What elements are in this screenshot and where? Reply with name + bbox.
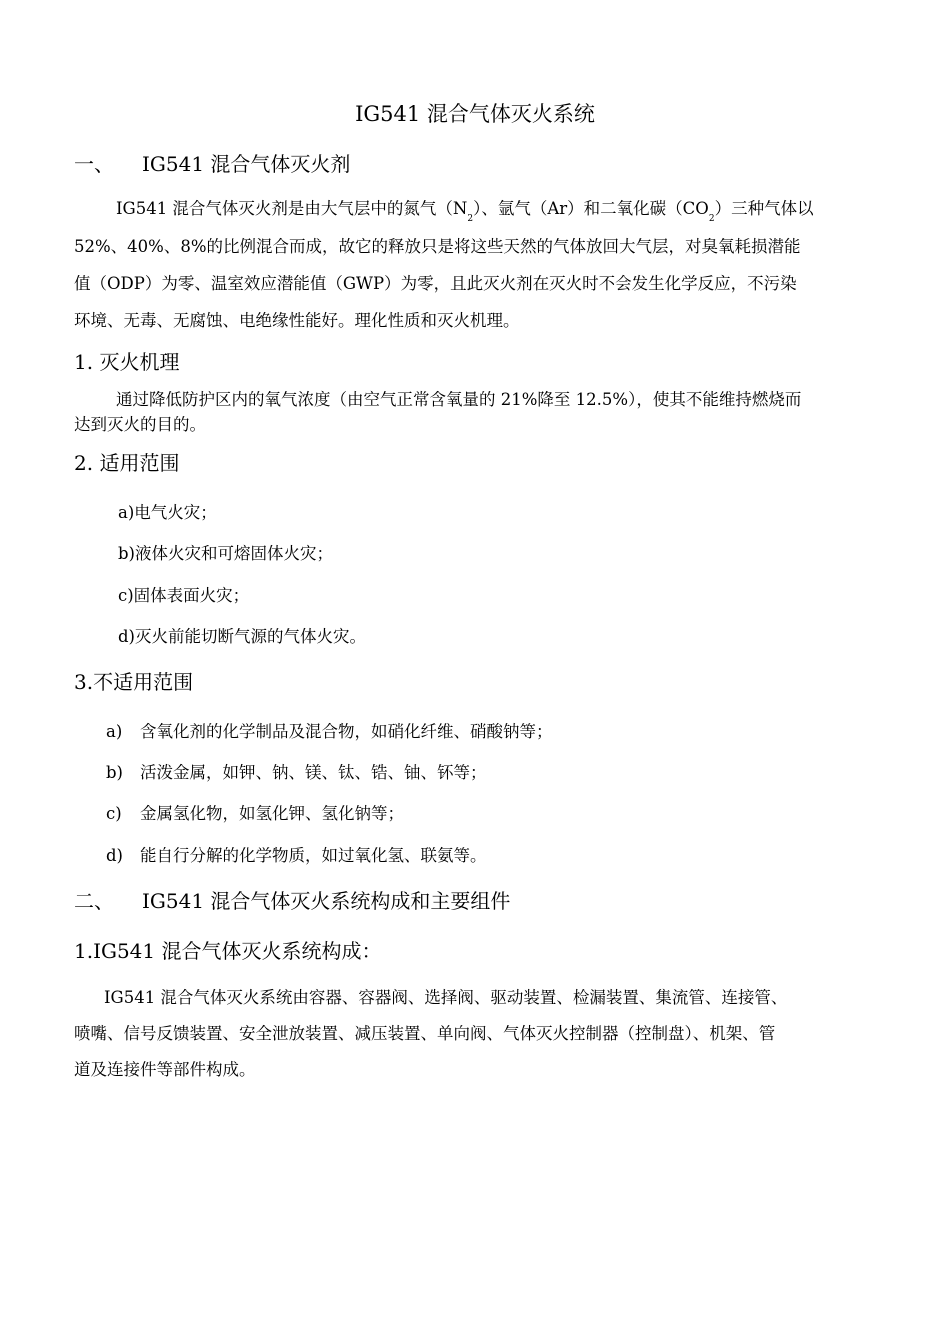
- intro-line-2: 52%、40%、8%的比例混合而成，故它的释放只是将这些天然的气体放回大气层，对臭氧耗损潜能: [74, 237, 801, 256]
- non-scope-item: [106, 718, 553, 742]
- scope-item: b)液体火灾和可熔固体火灾；: [118, 544, 333, 563]
- composition-line-3: 道及连接件等部件构成。: [74, 1060, 256, 1079]
- intro-text-b: ）、氩气（Ar）和二氧化碳（CO: [473, 199, 709, 218]
- scope-item: d)灭火前能切断气源的气体火灾。: [118, 627, 366, 646]
- list-marker: d): [106, 846, 123, 865]
- intro-line-3: 值（ODP）为零、温室效应潜能值（GWP）为零，且此灭火剂在灭火时不会发生化学反应，不污染: [74, 274, 797, 293]
- scope-heading: 2. 适用范围: [74, 451, 180, 475]
- section-1-title: IG541 混合气体灭火剂: [142, 152, 351, 176]
- non-scope-item: [106, 759, 487, 783]
- n2-subscript: 2: [467, 214, 474, 224]
- section-1-heading: [74, 148, 350, 177]
- co2-subscript: 2: [708, 214, 715, 224]
- mechanism-heading: 1. 灭火机理: [74, 350, 180, 374]
- section-2-heading: [74, 885, 510, 914]
- list-text: 活泼金属，如钾、钠、镁、钛、锆、铀、钚等；: [140, 763, 487, 782]
- list-text: 能自行分解的化学物质，如过氧化氢、联氨等。: [140, 846, 487, 865]
- scope-item: c)固体表面火灾；: [118, 586, 250, 605]
- system-composition-heading: 1.IG541 混合气体灭火系统构成：: [74, 939, 382, 963]
- list-text: 金属氢化物，如氢化钾、氢化钠等；: [140, 804, 404, 823]
- non-scope-item: [106, 842, 487, 866]
- intro-line-4: 环境、无毒、无腐蚀、电绝缘性能好。理化性质和灭火机理。: [74, 311, 520, 330]
- list-marker: c): [106, 804, 122, 823]
- non-scope-item: [106, 800, 404, 824]
- section-2-number: 二、: [74, 889, 114, 913]
- intro-text-c: ）三种气体以: [714, 199, 814, 218]
- section-2-title: IG541 混合气体灭火系统构成和主要组件: [142, 889, 511, 913]
- composition-line-1: IG541 混合气体灭火系统由容器、容器阀、选择阀、驱动装置、检漏装置、集流管、连接管、: [104, 988, 788, 1007]
- non-scope-heading: 3.不适用范围: [74, 670, 194, 694]
- list-marker: a): [106, 722, 123, 741]
- intro-text-a: IG541 混合气体灭火剂是由大气层中的氮气（N: [116, 199, 468, 218]
- page-title: IG541 混合气体灭火系统: [355, 102, 595, 126]
- mechanism-line-1: 通过降低防护区内的氧气浓度（由空气正常含氧量的 21%降至 12.5%），使其不能维持燃烧而: [116, 390, 802, 409]
- list-text: 含氧化剂的化学制品及混合物，如硝化纤维、硝酸钠等；: [140, 722, 553, 741]
- mechanism-line-2: 达到灭火的目的。: [74, 415, 206, 434]
- list-marker: b): [106, 763, 123, 782]
- scope-item: a)电气火灾；: [118, 503, 217, 522]
- intro-line-1: [116, 193, 814, 235]
- section-1-number: 一、: [74, 152, 114, 176]
- composition-line-2: 喷嘴、信号反馈装置、安全泄放装置、减压装置、单向阀、气体灭火控制器（控制盘）、机架、管: [74, 1024, 776, 1043]
